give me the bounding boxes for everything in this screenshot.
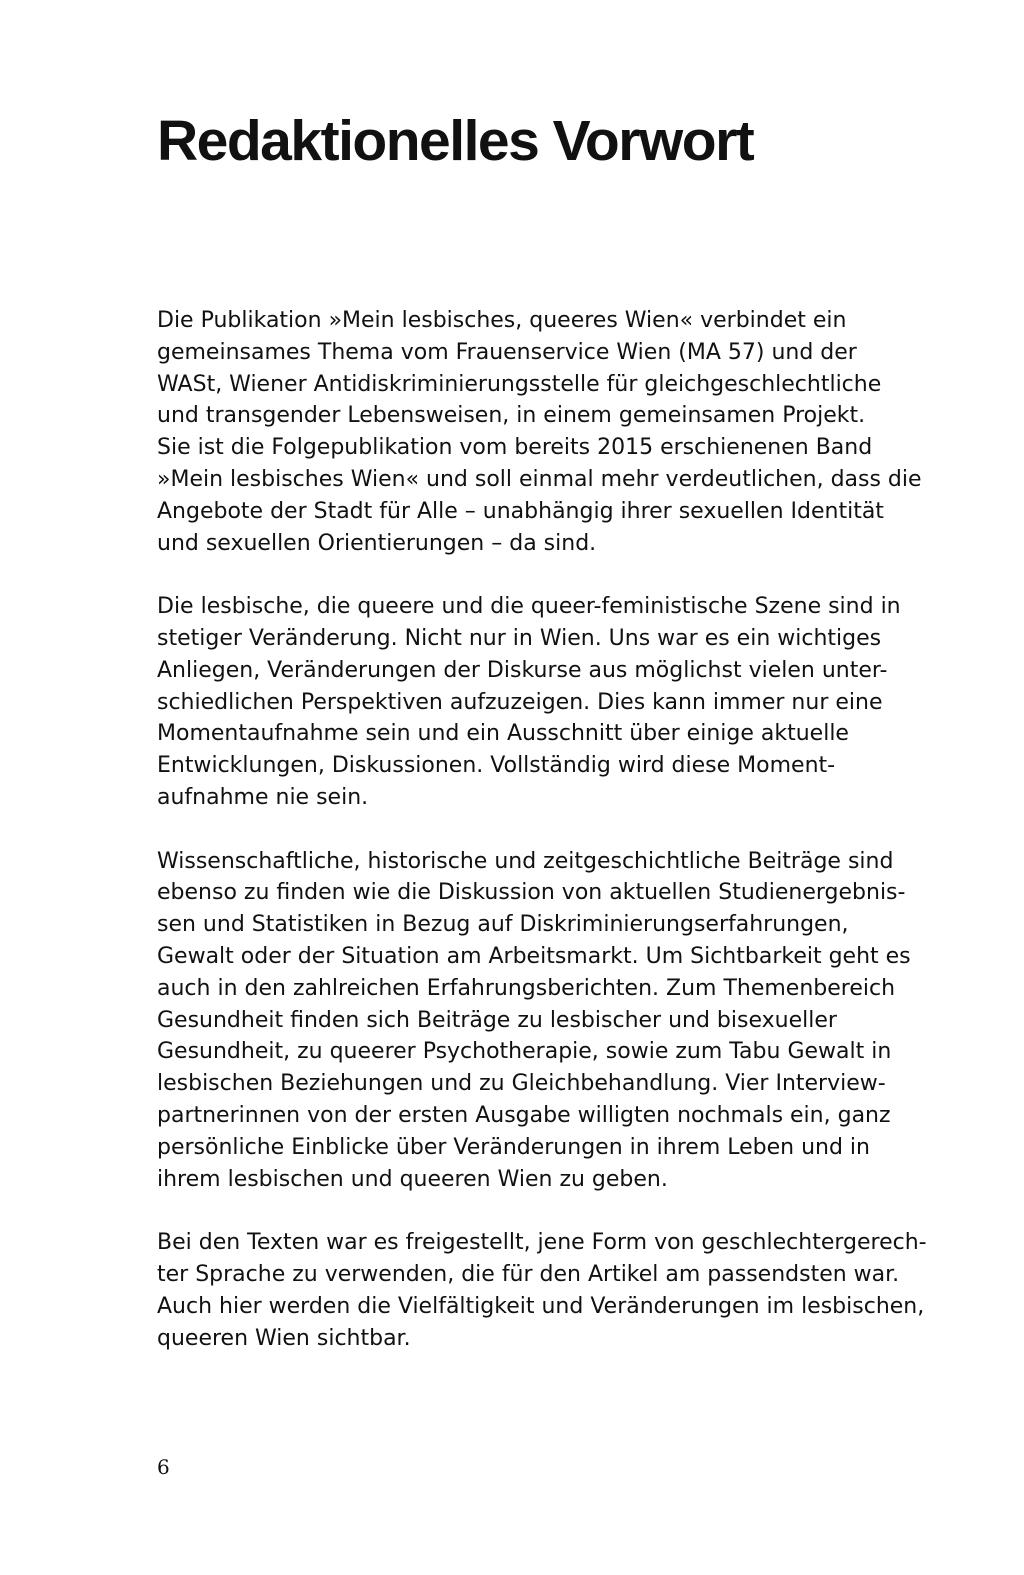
text-line: Momentaufnahme sein und ein Ausschnitt über einige aktuelle — [157, 721, 849, 747]
text-line: ebenso zu finden wie die Diskussion von aktuellen Studienergebnis- — [157, 880, 906, 906]
paragraph — [157, 305, 927, 559]
text-line: partnerinnen von der ersten Ausgabe willigten nochmals ein, ganz — [157, 1102, 891, 1128]
text-line: WASt, Wiener Antidiskriminierungsstelle für gleichgeschlechtliche — [157, 371, 882, 397]
text-line: gemeinsames Thema vom Frauenservice Wien (MA 57) und der — [157, 339, 857, 365]
text-line: Die lesbische, die queere und die queer-feministische Szene sind in — [157, 594, 901, 620]
text-line: und sexuellen Orientierungen – da sind. — [157, 530, 597, 556]
page-number: 6 — [157, 1455, 170, 1479]
text-line: lesbischen Beziehungen und zu Gleichbehandlung. Vier Interview- — [157, 1071, 886, 1097]
text-line: stetiger Veränderung. Nicht nur in Wien. Uns war es ein wichtiges — [157, 625, 882, 651]
text-line: Gesundheit, zu queerer Psychotherapie, sowie zum Tabu Gewalt in — [157, 1039, 892, 1065]
text-line: und transgender Lebensweisen, in einem gemeinsamen Projekt. — [157, 403, 866, 429]
text-line: persönliche Einblicke über Veränderungen in ihrem Leben und in — [157, 1134, 870, 1160]
text-line: Sie ist die Folgepublikation vom bereits 2015 erschienenen Band — [157, 435, 873, 461]
text-line: sen und Statistiken in Bezug auf Diskriminierungserfahrungen, — [157, 912, 849, 938]
paragraph — [157, 1227, 927, 1354]
text-line: Wissenschaftliche, historische und zeitgeschichtliche Beiträge sind — [157, 848, 894, 874]
text-line: »Mein lesbisches Wien« und soll einmal mehr verdeutlichen, dass die — [157, 466, 922, 492]
text-line: ter Sprache zu verwenden, die für den Artikel am passendsten war. — [157, 1261, 900, 1287]
text-line: ihrem lesbischen und queeren Wien zu geben. — [157, 1166, 668, 1192]
paragraph — [157, 846, 927, 1196]
text-line: queeren Wien sichtbar. — [157, 1325, 411, 1351]
text-line: Bei den Texten war es freigestellt, jene Form von geschlechtergerech- — [157, 1230, 927, 1256]
text-line: aufnahme nie sein. — [157, 784, 369, 810]
paragraph — [157, 591, 927, 814]
text-line: Gewalt oder der Situation am Arbeitsmarkt. Um Sichtbarkeit geht es — [157, 943, 911, 969]
text-line: Gesundheit finden sich Beiträge zu lesbischer und bisexueller — [157, 1007, 837, 1033]
text-line: schiedlichen Perspektiven aufzuzeigen. Dies kann immer nur eine — [157, 689, 883, 715]
text-line: Auch hier werden die Vielfältigkeit und Veränderungen im lesbischen, — [157, 1293, 925, 1319]
article-body — [157, 305, 927, 1386]
text-line: Die Publikation »Mein lesbisches, queeres Wien« verbindet ein — [157, 308, 847, 333]
page-title: Redaktionelles Vorwort — [157, 109, 754, 173]
text-line: Angebote der Stadt für Alle – unabhängig ihrer sexuellen Identität — [157, 498, 884, 524]
text-line: Entwicklungen, Diskussionen. Vollständig wird diese Moment- — [157, 753, 836, 779]
text-line: auch in den zahlreichen Erfahrungsberichten. Zum Themenbereich — [157, 975, 896, 1001]
text-line: Anliegen, Veränderungen der Diskurse aus möglichst vielen unter- — [157, 657, 888, 683]
